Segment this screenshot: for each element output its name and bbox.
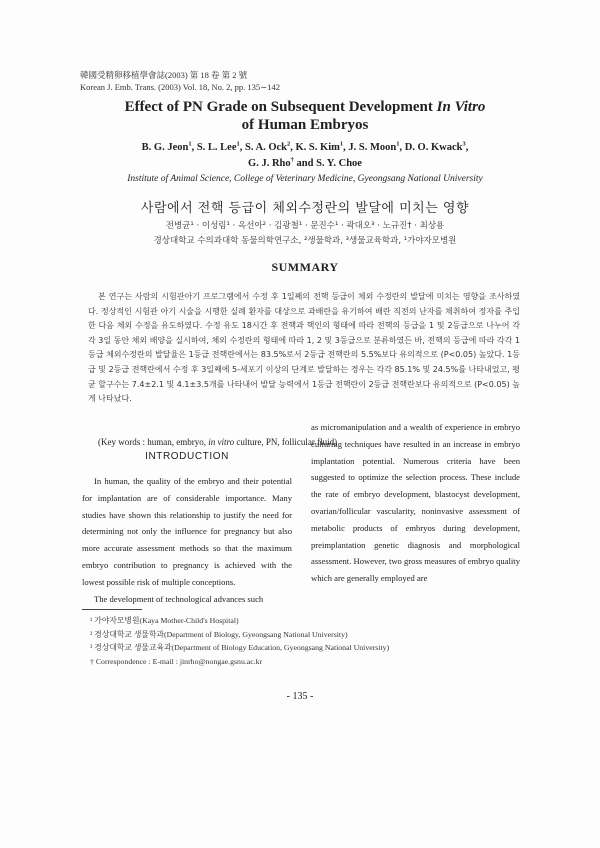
- korean-title: 사람에서 전핵 등급이 체외수정란의 발달에 미치는 영향: [140, 201, 470, 216]
- author-list: B. G. Jeon$^1$, S. L. Lee$^1$, S. A. Ock$^2$, K. S. Kim$^1$, J. S. Moon$^1$, D. O. Kwack$^3$, G. J. Rho† and S. Y. Choe: [141, 140, 469, 169]
- author: S. A. Ock: [245, 142, 288, 153]
- summary-heading: SUMMARY: [271, 260, 339, 274]
- author: B. G. Jeon: [141, 142, 189, 153]
- author-corresponding: G. J. Rho: [248, 158, 291, 169]
- author-conjunction: and: [296, 158, 314, 169]
- corresponding-mark: †: [290, 156, 294, 164]
- keywords-suffix: culture, PN, follicular fluid): [234, 437, 338, 447]
- author: D. O. Kwack: [404, 142, 463, 153]
- keywords-italic: in vitro: [208, 437, 235, 447]
- author: J. S. Moon: [348, 142, 397, 153]
- institute: Institute of Animal Science, College of Veterinary Medicine, Gyeongsang National University: [127, 174, 483, 184]
- intro-paragraph-1: In human, the quality of the embryo and their potential for implantation are of considerable importance. Many studies have shown this relationship to justify the need for determining not only the influence for pregnancy but also more accurate assessment methods so that the maximum embryo contribution to pregnancy is achieved with the lowest possible risk of multiple conceptions.: [82, 476, 292, 587]
- paper-title: [60, 98, 550, 134]
- page-number: - 135 -: [286, 691, 314, 702]
- title-line1: Effect of PN Grade on Subsequent Development: [124, 99, 437, 115]
- korean-affiliation: 경상대학교 수의과대학 동물의학연구소, ²생물학과, ³생물교육학과, ¹가야자모병원: [153, 236, 457, 246]
- title-italic: In Vitro: [436, 99, 486, 115]
- author: S. L. Lee: [196, 142, 237, 153]
- intro-right-paragraph: as micromanipulation and a wealth of experience in embryo culturing techniques have resulted in an increase in embryo implantation potential. Numerous criteria have been suggested to optimize the selection process. These include the rate of embryo development, blastocyst development, ovarian/follicular vascularity, noninvasive assessment of metabolic products of embryos during development, preimplantation genetic diagnosis and morphological assessment. However, two gross measures of embryo quality which are generally employed are: [311, 422, 520, 584]
- footnote-divider: [82, 609, 142, 610]
- introduction-heading: INTRODUCTION: [145, 451, 229, 462]
- journal-header-korean: 韓國受精卵移植學會誌(2003) 第 18 卷 第 2 號: [80, 70, 248, 80]
- footnote-1: ¹ 가야자모병원(Kaya Mother-Child's Hospital): [90, 616, 239, 625]
- footnote-3: ³ 경상대학교 생물교육과(Department of Biology Education, Gyeongsang National University): [90, 643, 390, 652]
- author-affiliation-mark: 1: [339, 140, 344, 148]
- title-line2: of Human Embryos: [241, 117, 369, 133]
- intro-paragraph-2: The development of technological advances such: [94, 593, 264, 604]
- author-affiliation-mark: 1: [236, 140, 240, 148]
- summary-paragraph: 본 연구는 사람의 시험관아기 프로그램에서 수정 후 1일째의 전핵 등급이 체외 수정란의 발달에 미치는 영향을 조사하였다. 정상적인 시험관 아기 시술을 시행한 실례 환자를 대상으로 과배란을 유기하여 배란 직전의 난자를 채취하여 정자를 주입한 다음 체외 수정을 유도하였다. 수정 유도 18시간 후 전핵과 핵인의 형태에 따라 전핵의 등급을 1 및 2등급으로 나누어 각각 3일 동안 체외 배양을 실시하여, 체외 수정란의 형태에 따라 1, 2 및 3등급으로 분류하였든 바, 전핵의 등급에 따라 각각 1등급 체외수정란의 발달율은 1등급 전핵란에서는 83.5%로서 2등급 전핵란의 5.5%보다 유의적으로 (P<0.05) 높았다. 1등급 및 2등급 전핵란에서 수정 후 3일째에 5-세포기 이상의 단계로 발달하는 경우는 각각 85.1% 및 24.5%를 나타내었고, 평균 할구수는 7.4±2.1 및 4.1±3.5개를 나타내어 발달 능력에서 1등급 전핵란이 2등급 전핵란보다 유의적으로 (P<0.05) 높게 나타났다.: [88, 292, 520, 404]
- korean-authors: 전병균¹ · 이성림¹ · 옥선아² · 김광철¹ · 문진수¹ · 곽대오³ · 노규진† · 최상용: [165, 221, 445, 231]
- author-affiliation-mark: 1: [188, 140, 192, 148]
- author-affiliation-mark: 1: [396, 140, 400, 148]
- journal-header-english: Korean J. Emb. Trans. (2003) Vol. 18, No. 2, pp. 135∼142: [80, 82, 280, 92]
- intro-left-column: [82, 473, 292, 607]
- keywords: [98, 437, 337, 447]
- footnote-2: ² 경상대학교 생물학과(Department of Biology, Gyeongsang National University): [90, 629, 348, 639]
- author: S. Y. Choe: [316, 158, 362, 169]
- author-affiliation-mark: 3: [462, 140, 466, 148]
- author: K. S. Kim: [295, 142, 340, 153]
- summary-body: [88, 290, 520, 407]
- intro-right-column: [311, 419, 520, 587]
- footnote-correspondence: † Correspondence : E-mail : jinrho@nongae.gsnu.ac.kr: [90, 656, 263, 666]
- footnotes: [90, 614, 389, 668]
- author-affiliation-mark: 2: [287, 140, 291, 148]
- keywords-prefix: (Key words : human, embryo,: [98, 437, 209, 447]
